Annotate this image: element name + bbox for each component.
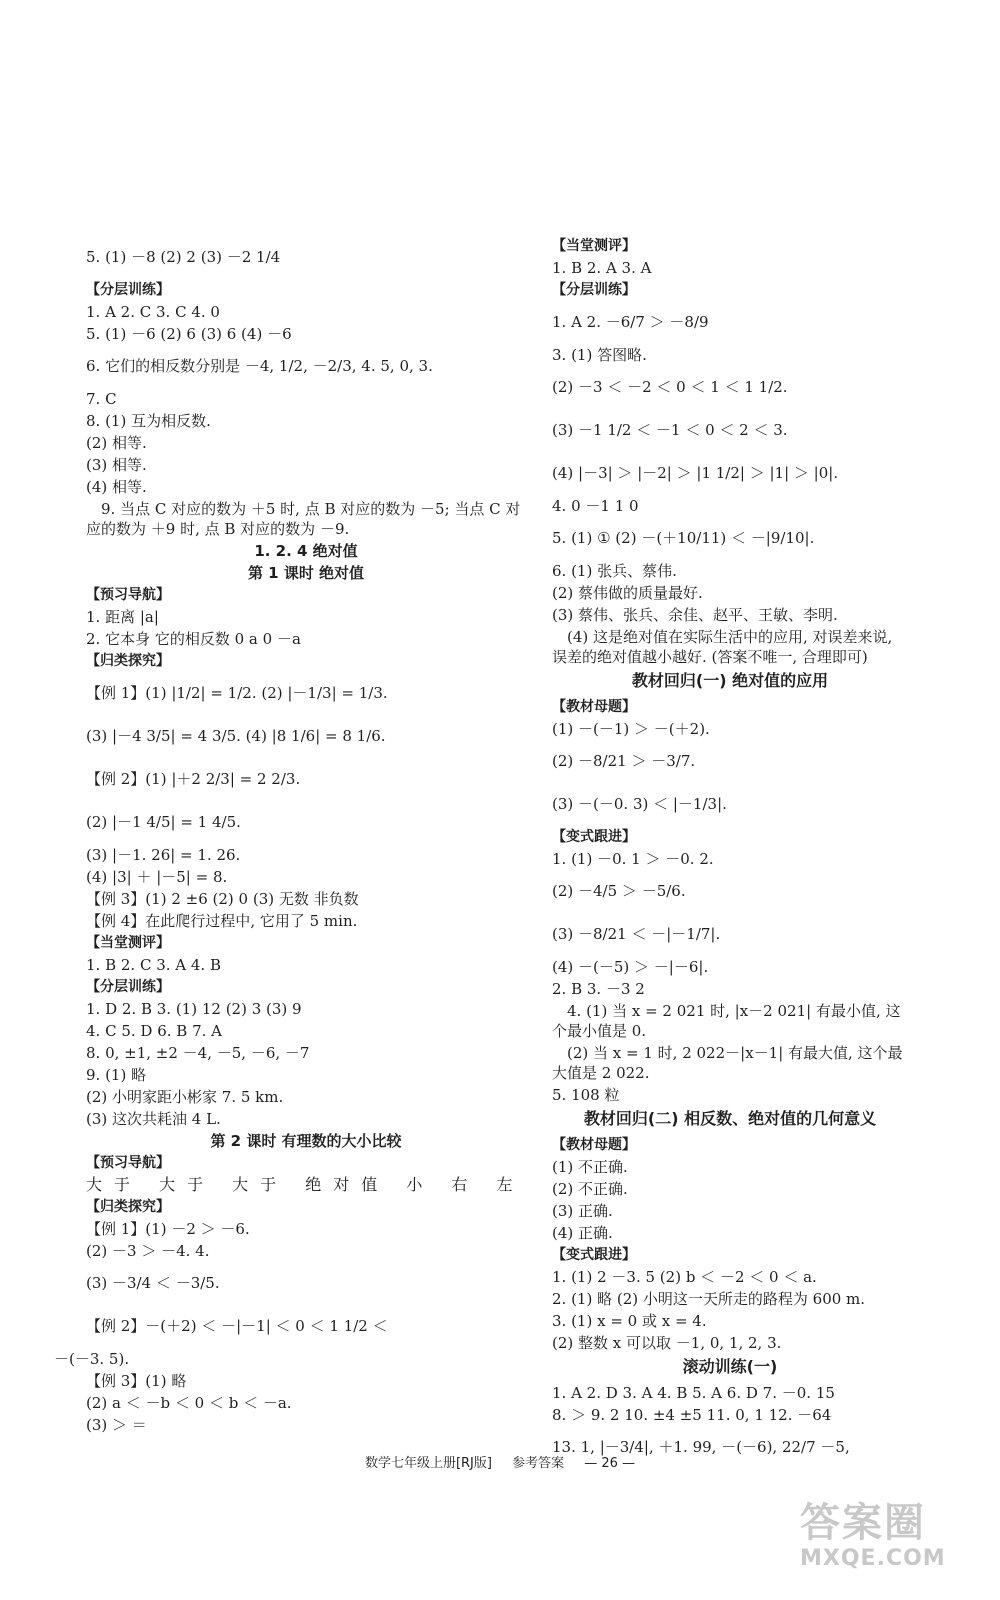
answer-line: 9. 当点 C 对应的数为 ＋5 时, 点 B 对应的数为 －5; 当点 C 对应的数为 ＋9 时, 点 B 对应的数为 －9. (86, 500, 521, 538)
answer-line: 第 2 课时 有理数的大小比较 (210, 1132, 402, 1150)
answer-line: 5. (1) ① (2) －(＋10/11) ＜ －|9/10|. (552, 529, 815, 547)
answer-line: 2. B 3. －3 2 (552, 980, 645, 998)
answer-line: (2) 当 x = 1 时, 2 022－|x－1| 有最大值, 这个最大值是 2 022. (552, 1044, 903, 1082)
answer-line: (4) 正确. (552, 1224, 613, 1242)
answer-line: 【变式跟进】 (552, 1247, 636, 1263)
answer-line: 2. 它本身 它的相反数 0 a 0 －a (86, 630, 301, 648)
answer-line: 7. C (86, 390, 117, 408)
answer-line: 8. ＞ 9. 2 10. ±4 ±5 11. 0, 1 12. －64 (552, 1406, 832, 1424)
answer-line: －(－3. 5). (54, 1350, 130, 1368)
answer-line: (2) a ＜ －b ＜ 0 ＜ b ＜ －a. (86, 1394, 292, 1412)
answer-line: 8. (1) 互为相反数. (86, 412, 211, 430)
answer-line: 1. A 2. D 3. A 4. B 5. A 6. D 7. －0. 15 (552, 1384, 835, 1402)
answer-line: 【教材母题】 (552, 699, 636, 715)
answer-line: 【例 1】(1) |1/2| = 1/2. (2) |－1/3| = 1/3. (86, 684, 388, 702)
answer-line: 1. (1) －0. 1 ＞ －0. 2. (552, 850, 714, 868)
answer-line: 【例 3】(1) 2 ±6 (2) 0 (3) 无数 非负数 (86, 890, 359, 908)
section-label: 参考答案 (512, 1456, 565, 1471)
watermark-logo (800, 1500, 980, 1590)
answer-line: (3) |－1. 26| = 1. 26. (86, 846, 241, 864)
answer-line: 5. (1) －6 (2) 6 (3) 6 (4) －6 (86, 325, 292, 343)
answer-line: (3) －3/4 ＜ －3/5. (86, 1274, 220, 1292)
answer-line: (2) －3 ＜ －2 ＜ 0 ＜ 1 ＜ 1 1/2. (552, 378, 788, 396)
answer-line: (1) －(－1) ＞ －(＋2). (552, 720, 710, 738)
answer-line: 13. 1, |－3/4|, ＋1. 99, －(－6), 22/7 －5, (552, 1438, 850, 1456)
answer-line: 【变式跟进】 (552, 829, 636, 845)
answer-line: (1) 不正确. (552, 1158, 628, 1176)
answer-line: (3) 正确. (552, 1202, 613, 1220)
answer-line: (3) ＞ ＝ (86, 1416, 147, 1434)
answer-line: 8. 0, ±1, ±2 －4, －5, －6, －7 (86, 1044, 310, 1062)
answer-line: (3) 相等. (86, 456, 147, 474)
page-footer (0, 1452, 1000, 1471)
answer-line: (2) 蔡伟做的质量最好. (552, 584, 703, 602)
page-number: — 26 — (584, 1456, 636, 1471)
answer-line: 滚动训练(一) (682, 1357, 778, 1376)
answer-line: 1. D 2. B 3. (1) 12 (2) 3 (3) 9 (86, 1000, 302, 1018)
answer-line: 4. (1) 当 x = 2 021 时, |x－2 021| 有最小值, 这个最小值是 0. (552, 1002, 901, 1040)
answer-line: 【分层训练】 (86, 282, 170, 298)
answer-line: (2) |－1 4/5| = 1 4/5. (86, 813, 241, 831)
answer-line: (3) －1 1/2 ＜ －1 ＜ 0 ＜ 2 ＜ 3. (552, 421, 788, 439)
answer-line: 【例 4】在此爬行过程中, 它用了 5 min. (86, 912, 358, 930)
answer-line: 3. (1) x = 0 或 x = 4. (552, 1312, 707, 1330)
answer-line: (2) －4/5 ＞ －5/6. (552, 882, 686, 900)
answer-line: 教材回归(一) 绝对值的应用 (631, 671, 829, 690)
answer-line: 4. 0 －1 1 0 (552, 497, 639, 515)
watermark-logo-text: 答案圈 (800, 1500, 926, 1546)
answer-line: (4) 相等. (86, 478, 147, 496)
answer-line: 【例 2】(1) |＋2 2/3| = 2 2/3. (86, 770, 301, 788)
answer-line: 【预习导航】 (86, 587, 170, 603)
right-answer-column (552, 236, 908, 1470)
answer-line: 4. C 5. D 6. B 7. A (86, 1022, 222, 1040)
answer-line: 5. (1) －8 (2) 2 (3) －2 1/4 (86, 248, 281, 266)
answer-line: 【例 3】(1) 略 (86, 1372, 187, 1390)
answer-line: 大于 大于 大于 绝对值 小 右 左 (86, 1175, 525, 1194)
answer-line: 【分层训练】 (86, 979, 170, 995)
answer-line: (2) 相等. (86, 434, 147, 452)
answer-line: 1. A 2. C 3. C 4. 0 (86, 303, 220, 321)
answer-line: (3) －(－0. 3) ＜ |－1/3|. (552, 795, 727, 813)
answer-line: 【归类探究】 (86, 653, 170, 669)
answer-line: (3) |－4 3/5| = 4 3/5. (4) |8 1/6| = 8 1/6. (86, 727, 386, 745)
answer-line: (2) 不正确. (552, 1180, 628, 1198)
answer-line: 【例 1】(1) －2 ＞ －6. (86, 1220, 250, 1238)
answer-line: 【教材母题】 (552, 1137, 636, 1153)
answer-line: 第 1 课时 绝对值 (247, 564, 365, 582)
answer-line: 6. 它们的相反数分别是 －4, 1/2, －2/3, 4. 5, 0, 3. (86, 357, 433, 375)
answer-line: (2) －8/21 ＞ －3/7. (552, 752, 696, 770)
answer-line: 1. 2. 4 绝对值 (254, 542, 358, 560)
answer-line: (4) 这是绝对值在实际生活中的应用, 对误差来说, 误差的绝对值越小越好. (答案不唯一, 合理即可) (552, 628, 893, 666)
answer-line: 【预习导航】 (86, 1155, 170, 1171)
answer-line: 2. (1) 略 (2) 小明这一天所走的路程为 600 m. (552, 1290, 866, 1308)
answer-line: (2) 整数 x 可以取 －1, 0, 1, 2, 3. (552, 1334, 782, 1352)
answer-line: (2) －3 ＞ －4. 4. (86, 1242, 210, 1260)
answer-line: 1. B 2. C 3. A 4. B (86, 956, 221, 974)
answer-line: 【当堂测评】 (552, 238, 636, 254)
book-title: 数学七年级上册[RJ版] (364, 1456, 492, 1471)
answer-line: (3) 蔡伟、张兵、余佳、赵平、王敏、李明. (552, 606, 838, 624)
answer-line: 【例 2】－(＋2) ＜ －|－1| ＜ 0 ＜ 1 1/2 ＜ (86, 1317, 388, 1335)
answer-line: 3. (1) 答图略. (552, 346, 647, 364)
answer-line: (2) 小明家距小彬家 7. 5 km. (86, 1088, 284, 1106)
answer-line: 1. (1) 2 －3. 5 (2) b ＜ －2 ＜ 0 ＜ a. (552, 1268, 817, 1286)
answer-line: 【分层训练】 (552, 282, 636, 298)
answer-line: (3) －8/21 ＜ －|－1/7|. (552, 925, 721, 943)
watermark-url: MXQE.COM (800, 1546, 946, 1571)
left-answer-column (54, 236, 526, 1437)
answer-line: 教材回归(二) 相反数、绝对值的几何意义 (583, 1109, 877, 1128)
answer-line: (4) －(－5) ＞ －|－6|. (552, 958, 709, 976)
answer-line: (3) 这次共耗油 4 L. (86, 1110, 221, 1128)
answer-line: 9. (1) 略 (86, 1066, 147, 1084)
answer-line: 5. 108 粒 (552, 1086, 620, 1104)
answer-line: 【归类探究】 (86, 1199, 170, 1215)
answer-line: 【当堂测评】 (86, 935, 170, 951)
answer-line: (4) |－3| ＞ |－2| ＞ |1 1/2| ＞ |1| ＞ |0|. (552, 464, 839, 482)
answer-line: 1. B 2. A 3. A (552, 259, 652, 277)
answer-line: 6. (1) 张兵、蔡伟. (552, 562, 677, 580)
answer-line: (4) |3| ＋ |－5| = 8. (86, 868, 228, 886)
answer-line: 1. A 2. －6/7 ＞ －8/9 (552, 313, 709, 331)
answer-line: 1. 距离 |a| (86, 608, 159, 626)
